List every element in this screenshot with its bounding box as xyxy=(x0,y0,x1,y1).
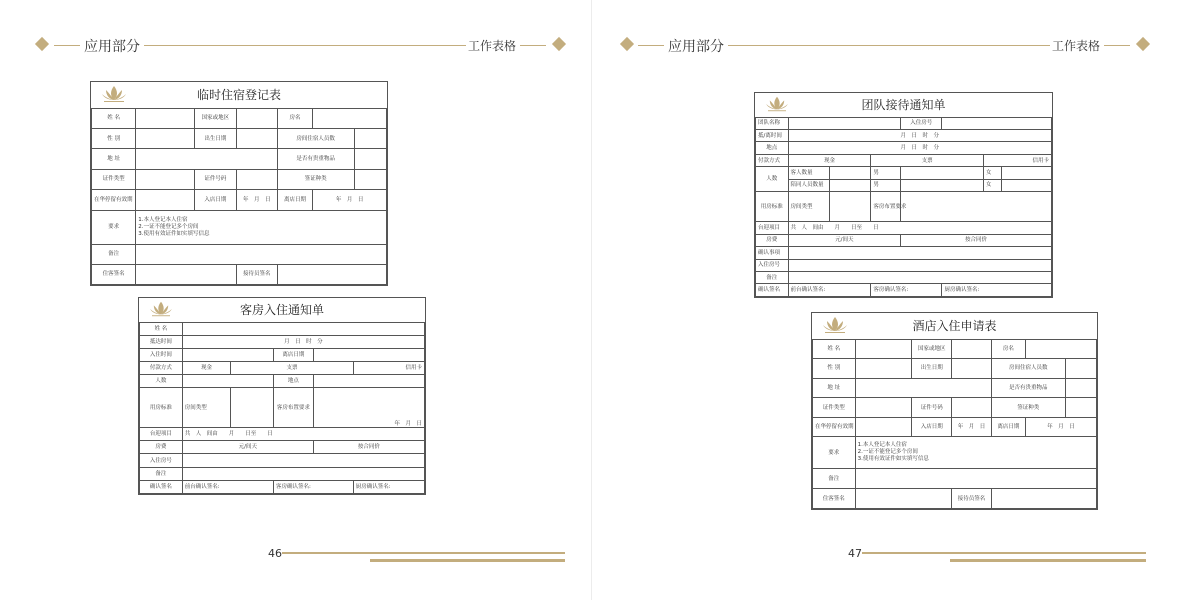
label-visa: 签证种类 xyxy=(991,398,1065,418)
label-female: 女 xyxy=(983,167,1001,179)
field-group[interactable] xyxy=(788,117,900,129)
option-check[interactable]: 支票 xyxy=(231,361,354,374)
label-guest-sign: 住客签名 xyxy=(92,264,136,284)
field-kitchen-sign[interactable]: 厨房确认签名: xyxy=(353,480,424,493)
left-page xyxy=(0,0,591,600)
field-room-no[interactable] xyxy=(942,117,1052,129)
field-room-type[interactable] xyxy=(829,192,870,222)
label-escort-count: 陪同人员数量 xyxy=(788,179,829,191)
field-idno[interactable] xyxy=(236,169,277,189)
label-rate: 房费 xyxy=(756,234,789,246)
label-room: 房名 xyxy=(991,339,1025,359)
form-title: 临时住宿登记表 xyxy=(196,87,281,102)
label-idno: 证件号码 xyxy=(195,169,236,189)
option-credit[interactable]: 信用卡 xyxy=(353,361,424,374)
header-rule xyxy=(638,45,664,46)
field-male[interactable] xyxy=(901,167,984,179)
label-checkout: 离店日期 xyxy=(991,417,1025,437)
label-requirements: 要求 xyxy=(92,210,136,244)
field-leave[interactable] xyxy=(313,348,424,361)
label-location: 地点 xyxy=(273,375,313,388)
label-checkin: 入店日期 xyxy=(912,417,952,437)
hotel-checkin-application-form xyxy=(811,312,1098,510)
field-guests[interactable] xyxy=(354,128,386,148)
field-room-no[interactable] xyxy=(182,454,424,467)
field-staff-sign[interactable] xyxy=(277,264,386,284)
field-room-type[interactable] xyxy=(231,388,274,428)
room-checkin-notice-form xyxy=(138,297,426,495)
footer-rule xyxy=(370,559,565,562)
label-name: 姓 名 xyxy=(140,322,183,335)
label-room-std: 用房标准 xyxy=(140,388,183,428)
field-room[interactable] xyxy=(313,108,387,128)
field-location[interactable] xyxy=(313,375,424,388)
label-confirm-items: 确认事项 xyxy=(756,247,789,259)
field-kitchen-sign[interactable]: 厨房确认签名: xyxy=(942,284,1052,297)
form-title-row xyxy=(140,298,425,322)
field-visa[interactable] xyxy=(1065,398,1096,418)
label-remarks: 备注 xyxy=(140,467,183,480)
label-checkin: 入店日期 xyxy=(195,190,236,210)
field-checkin[interactable]: 年 月 日 xyxy=(236,190,277,210)
footer-rule xyxy=(862,552,1146,554)
label-name: 姓 名 xyxy=(813,339,856,359)
label-country: 国家或地区 xyxy=(195,108,236,128)
field-female-2[interactable] xyxy=(1001,179,1051,191)
lotus-logo-icon xyxy=(821,315,849,335)
label-staff-sign: 接待员签名 xyxy=(236,264,277,284)
label-people: 人数 xyxy=(140,375,183,388)
field-remarks[interactable] xyxy=(136,244,387,264)
field-hk-sign[interactable]: 客房确认签名: xyxy=(871,284,942,297)
field-checkout[interactable]: 年 月 日 xyxy=(1025,417,1096,437)
section-tag: 工作表格 xyxy=(1052,39,1101,53)
group-reception-notice-form xyxy=(754,92,1053,298)
field-checkin-no[interactable] xyxy=(788,259,1051,271)
field-arrival[interactable]: 月 日 时 分 xyxy=(182,335,424,348)
field-contract[interactable]: 按合同价 xyxy=(901,234,1052,246)
field-checkout[interactable]: 年 月 日 xyxy=(313,190,387,210)
lotus-logo-icon xyxy=(148,300,174,318)
label-room-no: 入住房号 xyxy=(140,454,183,467)
page-number: 47 xyxy=(848,547,862,560)
field-remarks[interactable] xyxy=(855,469,1096,489)
label-remarks: 备注 xyxy=(92,244,136,264)
temp-registration-form xyxy=(90,81,388,286)
field-escort-count[interactable] xyxy=(829,179,870,191)
field-room[interactable] xyxy=(1025,339,1096,359)
field-address[interactable] xyxy=(855,378,991,398)
field-rate[interactable]: 元/间天 xyxy=(788,234,900,246)
diamond-icon xyxy=(552,37,566,51)
form-title: 酒店入住申请表 xyxy=(912,318,997,333)
label-gender: 性 别 xyxy=(813,359,856,379)
field-place[interactable]: 月 日 时 分 xyxy=(788,142,1051,154)
label-guest-count: 客人数量 xyxy=(788,167,829,179)
header-rule xyxy=(54,45,80,46)
label-guests: 房间住宿人员数 xyxy=(277,128,354,148)
form-title-row xyxy=(813,313,1097,339)
label-group: 团队名称 xyxy=(756,117,789,129)
label-idno: 证件号码 xyxy=(912,398,952,418)
label-male: 男 xyxy=(871,179,901,191)
field-country[interactable] xyxy=(236,108,277,128)
field-country[interactable] xyxy=(952,339,992,359)
field-pickup[interactable]: 共 人 间由 月 日至 日 xyxy=(182,428,424,441)
form-title-row xyxy=(92,82,387,108)
label-room-type: 房间类型 xyxy=(182,388,230,428)
label-birth: 出生日期 xyxy=(195,128,236,148)
page-header xyxy=(34,36,564,56)
field-valuables[interactable] xyxy=(1065,378,1096,398)
label-rate: 房费 xyxy=(140,441,183,454)
label-valuables: 是否有贵重物品 xyxy=(991,378,1065,398)
field-guests[interactable] xyxy=(1065,359,1096,379)
field-checkin[interactable] xyxy=(182,348,273,361)
field-name[interactable] xyxy=(136,108,195,128)
field-guest-sign[interactable] xyxy=(855,489,952,509)
label-requirements: 要求 xyxy=(813,437,856,469)
label-people: 人数 xyxy=(756,167,789,192)
field-arrive[interactable]: 月 日 时 分 xyxy=(788,129,1051,141)
field-pickup[interactable]: 共 人 间由 月 日至 日 xyxy=(788,222,1051,234)
label-confirm: 确认签名 xyxy=(756,284,789,297)
label-layout: 客房布置要求 xyxy=(273,388,313,428)
section-title: 应用部分 xyxy=(84,39,140,55)
page-header xyxy=(626,36,1156,56)
field-female[interactable] xyxy=(1001,167,1051,179)
field-layout[interactable]: 年 月 日 xyxy=(313,388,424,428)
label-visa: 签证种类 xyxy=(277,169,354,189)
label-pickup: 台迎项目 xyxy=(140,428,183,441)
field-contract[interactable]: 按合同价 xyxy=(313,441,424,454)
label-pickup: 台迎项目 xyxy=(756,222,789,234)
requirements-text: 1.本人登记本人住宿 2.一证不能登记多个房间 3.使用有效证件如实填写信息 xyxy=(855,437,1096,469)
section-title: 应用部分 xyxy=(668,39,724,55)
option-cash[interactable]: 现金 xyxy=(182,361,230,374)
label-room-type: 房间类型 xyxy=(788,192,829,222)
header-rule xyxy=(520,45,546,46)
label-guest-sign: 住客签名 xyxy=(813,489,856,509)
label-remarks: 备注 xyxy=(756,272,789,284)
option-credit[interactable]: 信用卡 xyxy=(983,154,1051,166)
field-gender[interactable] xyxy=(136,128,195,148)
field-people[interactable] xyxy=(182,375,273,388)
field-stay[interactable] xyxy=(136,190,195,210)
option-cash[interactable]: 现金 xyxy=(788,154,871,166)
label-layout: 客房布置要求 xyxy=(871,192,901,222)
label-room-no: 入住房号 xyxy=(901,117,942,129)
header-rule xyxy=(144,45,466,46)
field-birth[interactable] xyxy=(236,128,277,148)
field-address[interactable] xyxy=(136,149,278,169)
field-front-sign[interactable]: 前台确认签名: xyxy=(788,284,871,297)
field-remarks[interactable] xyxy=(788,272,1051,284)
field-confirm-items[interactable] xyxy=(788,247,1051,259)
header-rule xyxy=(728,45,1050,46)
label-birth: 出生日期 xyxy=(912,359,952,379)
field-name[interactable] xyxy=(855,339,912,359)
label-guests: 房间住宿人员数 xyxy=(991,359,1065,379)
lotus-logo-icon xyxy=(100,84,128,104)
right-page xyxy=(592,0,1183,600)
label-place: 地点 xyxy=(756,142,789,154)
label-leave: 离店日期 xyxy=(273,348,313,361)
field-hk-sign[interactable]: 客房确认签名: xyxy=(273,480,353,493)
label-remarks: 备注 xyxy=(813,469,856,489)
field-remarks[interactable] xyxy=(182,467,424,480)
field-valuables[interactable] xyxy=(354,149,386,169)
field-front-sign[interactable]: 前台确认签名: xyxy=(182,480,273,493)
label-country: 国家或地区 xyxy=(912,339,952,359)
label-valuables: 是否有贵重物品 xyxy=(277,149,354,169)
requirements-text: 1.本人登记本人住宿 2.一证不能登记多个房间 3.使用有效证件如实填写信息 xyxy=(136,210,387,244)
label-address: 地 址 xyxy=(813,378,856,398)
field-birth[interactable] xyxy=(952,359,992,379)
label-idtype: 证件类型 xyxy=(813,398,856,418)
field-staff-sign[interactable] xyxy=(991,489,1096,509)
label-checkin-no: 入住房号 xyxy=(756,259,789,271)
label-checkout: 离店日期 xyxy=(277,190,312,210)
label-room-std: 用房标准 xyxy=(756,192,789,222)
field-idtype[interactable] xyxy=(855,398,912,418)
form-title: 客房入住通知单 xyxy=(239,302,324,317)
label-staff-sign: 接待员签名 xyxy=(952,489,992,509)
form-title: 团队接待通知单 xyxy=(861,97,946,112)
field-gender[interactable] xyxy=(855,359,912,379)
field-guest-sign[interactable] xyxy=(136,264,236,284)
label-arrive: 抵/离时间 xyxy=(756,129,789,141)
lotus-logo-icon xyxy=(764,95,790,113)
diamond-icon xyxy=(620,37,634,51)
option-check[interactable]: 支票 xyxy=(871,154,983,166)
field-guest-count[interactable] xyxy=(829,167,870,179)
field-checkin[interactable]: 年 月 日 xyxy=(952,417,992,437)
field-visa[interactable] xyxy=(354,169,386,189)
diamond-icon xyxy=(35,37,49,51)
field-name[interactable] xyxy=(182,322,424,335)
label-address: 地 址 xyxy=(92,149,136,169)
field-rate[interactable]: 元/间天 xyxy=(182,441,313,454)
header-rule xyxy=(1104,45,1130,46)
label-payment: 付款方式 xyxy=(140,361,183,374)
label-arrival: 抵达时间 xyxy=(140,335,183,348)
field-idno[interactable] xyxy=(952,398,992,418)
field-idtype[interactable] xyxy=(136,169,195,189)
section-tag: 工作表格 xyxy=(468,39,517,53)
label-stay: 在华停留有效期 xyxy=(813,417,856,437)
field-stay[interactable] xyxy=(855,417,912,437)
label-gender: 性 别 xyxy=(92,128,136,148)
label-male: 男 xyxy=(871,167,901,179)
page-number: 46 xyxy=(268,547,282,560)
footer-rule xyxy=(282,552,565,554)
footer-rule xyxy=(950,559,1146,562)
diamond-icon xyxy=(1136,37,1150,51)
label-payment: 付款方式 xyxy=(756,154,789,166)
label-checkin: 入住时间 xyxy=(140,348,183,361)
label-female: 女 xyxy=(983,179,1001,191)
label-room: 房名 xyxy=(277,108,312,128)
form-title-row xyxy=(756,93,1052,117)
field-male-2[interactable] xyxy=(901,179,984,191)
label-confirm: 确认签名 xyxy=(140,480,183,493)
label-stay: 在华停留有效期 xyxy=(92,190,136,210)
field-layout[interactable] xyxy=(901,192,1052,222)
label-idtype: 证件类型 xyxy=(92,169,136,189)
label-name: 姓 名 xyxy=(92,108,136,128)
